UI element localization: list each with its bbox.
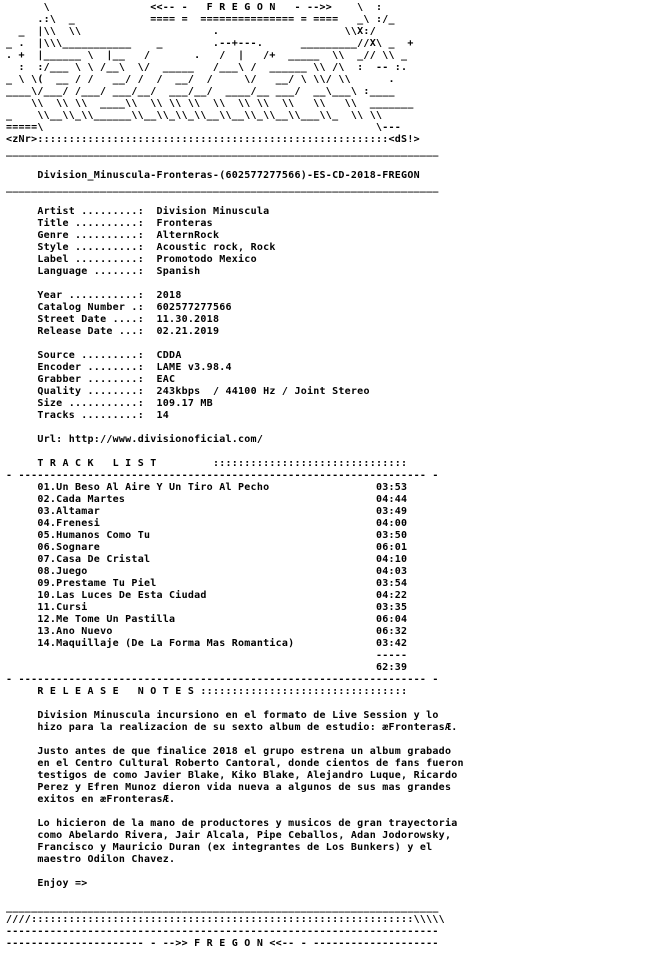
nfo-line	[6, 134, 420, 145]
info-key: Tracks .........:	[37, 410, 144, 421]
nfo-line	[6, 782, 451, 793]
info-key: Release Date ...:	[37, 326, 144, 337]
notes-line: Enjoy =>	[37, 878, 88, 889]
nfo-line	[6, 554, 407, 565]
info-key: Style ..........:	[37, 242, 144, 253]
nfo-line: _____________________________________________________________________	[6, 902, 439, 913]
nfo-line	[6, 518, 407, 529]
nfo-line: _____________________________________________________________________	[6, 146, 439, 157]
nfo-line	[6, 794, 175, 805]
nfo-line: ---------------------- - -->> F R E G O N <<-- - --------------------	[6, 938, 439, 949]
nfo-line: T R A C K L I S T :::::::::::::::::::::::::::::::	[37, 458, 408, 469]
nfo-line	[6, 266, 200, 277]
info-key: Year ...........:	[37, 290, 144, 301]
nfo-line	[6, 218, 213, 229]
nfo-line: - ----------------------------------------------------------------- -	[6, 470, 439, 481]
track-title: 10.Las Luces De Esta Ciudad	[37, 590, 376, 601]
info-value: 109.17 MB	[156, 398, 213, 409]
info-key: Encoder ........:	[37, 362, 144, 373]
track-title: 11.Cursi	[37, 602, 376, 613]
banner-art-line: \\ \\ \\ ____\\ \\ \\ \\ \\ \\ \\ \\ \\ \\ _______	[6, 98, 414, 109]
nfo-line	[6, 242, 276, 253]
nfo-line	[6, 38, 414, 49]
info-key: Label ..........:	[37, 254, 144, 265]
track-title: 14.Maquillaje (De La Forma Mas Romantica)	[37, 638, 376, 649]
banner-art-line: _ |\\ \\ . \\X:/	[6, 26, 395, 37]
banner-art-line: _ \ \( __ / / __/ / / __/ / \/ __/ \ \\/ \\ .	[6, 74, 408, 85]
nfo-line	[6, 302, 232, 313]
nfo-line	[6, 254, 257, 265]
nfo-line: ---------------------------------------------------------------------	[6, 926, 439, 937]
nfo-line	[6, 434, 263, 445]
nfo-line	[6, 2, 395, 13]
track-title: 08.Juego	[37, 566, 376, 577]
info-value: Promotodo Mexico	[156, 254, 257, 265]
notes-line: hizo para la realizacion de su sexto album de estudio: æFronterasÆ.	[37, 722, 458, 733]
info-value: 02.21.2019	[156, 326, 220, 337]
track-title: 01.Un Beso Al Aire Y Un Tiro Al Pecho	[37, 482, 376, 493]
track-time: 06:04	[375, 614, 408, 625]
info-value: 2018	[156, 290, 182, 301]
nfo-line	[6, 566, 407, 577]
nfo-line	[6, 818, 457, 829]
track-time: 04:44	[375, 494, 408, 505]
info-value: 14	[156, 410, 170, 421]
nfo-line: ////:::::::::::::::::::::::::::::::::::::::::::::::::::::::::::::\\\\\	[6, 914, 445, 925]
track-title: 07.Casa De Cristal	[37, 554, 376, 565]
nfo-line	[6, 542, 407, 553]
nfo-line	[6, 86, 407, 97]
nfo-line	[6, 662, 407, 673]
track-time: 03:54	[375, 578, 408, 589]
info-key: Size ...........:	[37, 398, 144, 409]
notes-line: en el Centro Cultural Roberto Cantoral, donde cientos de fans fueron	[37, 758, 464, 769]
footer-signature: - -->> F R E G O N <<-- -	[150, 938, 307, 949]
notes-line: exitos en æFronterasÆ.	[37, 794, 176, 805]
info-value: LAME v3.98.4	[156, 362, 232, 373]
info-key: Language .......:	[37, 266, 144, 277]
nfo-line	[6, 62, 414, 73]
notes-line: Lo hicieron de la mano de productores y musicos de gran trayectoria	[37, 818, 458, 829]
banner-art-line: _ . |\\\___________ _ .--+---. _________//X\ _ +	[6, 38, 414, 49]
track-time: 04:00	[375, 518, 408, 529]
nfo-line	[6, 482, 407, 493]
info-key: Artist .........:	[37, 206, 144, 217]
notes-line: Justo antes de que finalice 2018 el grupo estrena un album grabado	[37, 746, 452, 757]
nfo-line	[6, 98, 414, 109]
nfo-line	[6, 74, 407, 85]
nfo-line	[6, 530, 407, 541]
info-key: Catalog Number .:	[37, 302, 144, 313]
nfo-line	[6, 314, 219, 325]
track-title: 03.Altamar	[37, 506, 376, 517]
banner-border: <zNr>::::::::::::::::::::::::::::::::::::::::::::::::::::::::<dS!>	[6, 134, 420, 145]
track-title: 06.Sognare	[37, 542, 376, 553]
banner-art-line: . + |______ \ |__ / . / | /+ _____ \\ _// \\ _	[6, 50, 414, 61]
notes-line: maestro Odilon Chavez.	[37, 854, 176, 865]
track-title: 09.Prestame Tu Piel	[37, 578, 376, 589]
banner-art-line: =====\ \---	[6, 122, 402, 133]
nfo-line	[6, 746, 451, 757]
nfo-line	[6, 206, 269, 217]
info-value: EAC	[156, 374, 176, 385]
info-value: Spanish	[156, 266, 201, 277]
banner-art-line: ____\/___/ /___/ ___/__/ ___/__/ ____/__ ___/ __\___\ :____	[6, 86, 408, 97]
nfo-line	[6, 614, 407, 625]
info-value: 602577277566	[156, 302, 232, 313]
nfo-line	[6, 878, 88, 889]
nfo-line: R E L E A S E N O T E S :::::::::::::::::::::::::::::::::	[37, 686, 408, 697]
track-time: 04:22	[375, 590, 408, 601]
info-key: Street Date ....:	[37, 314, 144, 325]
nfo-line	[6, 110, 414, 121]
nfo-line	[6, 374, 175, 385]
track-title: 12.Me Tome Un Pastilla	[37, 614, 376, 625]
nfo-line	[6, 842, 432, 853]
nfo-line	[6, 386, 370, 397]
nfo-line	[6, 722, 457, 733]
info-value: 243kbps / 44100 Hz / Joint Stereo	[156, 386, 370, 397]
nfo-line	[6, 638, 407, 649]
banner-art-line: \ <<-- - F R E G O N - -->> \ :	[6, 2, 395, 13]
nfo-line	[6, 230, 219, 241]
nfo-line	[6, 50, 414, 61]
notes-line: Division Minuscula incursiono en el formato de Live Session y lo	[37, 710, 439, 721]
banner-art-line: _ \\__\\_\\______\\__\\_\\_\\__\\__\\_\\__\\___\\_ \\ \\	[6, 110, 414, 121]
nfo-line	[6, 350, 182, 361]
track-time: 04:03	[375, 566, 408, 577]
info-key: Source .........:	[37, 350, 144, 361]
track-time: 03:50	[375, 530, 408, 541]
notes-line: como Abelardo Rivera, Jair Alcala, Pipe Ceballos, Adan Jodorowsky,	[37, 830, 452, 841]
info-key: Title ..........:	[37, 218, 144, 229]
total-rule: -----	[375, 650, 408, 661]
track-title: 04.Frenesi	[37, 518, 376, 529]
url-line[interactable]: Url: http://www.divisionoficial.com/	[37, 434, 264, 445]
nfo-line	[6, 602, 407, 613]
nfo-line	[6, 590, 407, 601]
nfo-line	[6, 758, 464, 769]
banner-art-line: : :/___ \ \ /__\ \/ _____ /___\ / ______ \\ /\ : -- :.	[6, 62, 414, 73]
info-value: CDDA	[156, 350, 182, 361]
track-title: 13.Ano Nuevo	[37, 626, 376, 637]
tracklist-heading: T R A C K L I S T	[37, 458, 157, 469]
info-key: Genre ..........:	[37, 230, 144, 241]
track-title: 05.Humanos Como Tu	[37, 530, 376, 541]
total-time: 62:39	[375, 662, 408, 673]
nfo-line	[6, 770, 457, 781]
nfo-line	[6, 710, 439, 721]
info-value: 11.30.2018	[156, 314, 220, 325]
nfo-line	[6, 410, 169, 421]
info-value: Division Minuscula	[156, 206, 270, 217]
track-time: 03:35	[375, 602, 408, 613]
notes-line: Perez y Efren Munoz dieron vida nueva a algunos de sus mas grandes	[37, 782, 452, 793]
track-time: 04:10	[375, 554, 408, 565]
nfo-line	[6, 854, 175, 865]
nfo-line: _____________________________________________________________________	[6, 182, 439, 193]
info-key: Quality ........:	[37, 386, 144, 397]
nfo-line	[6, 626, 407, 637]
nfo-line	[6, 494, 407, 505]
info-value: Acoustic rock, Rock	[156, 242, 276, 253]
banner-art-line: .:\ _ ==== = =============== = ==== _\ :/_	[6, 14, 402, 25]
track-time: 03:53	[375, 482, 408, 493]
track-time: 03:42	[375, 638, 408, 649]
nfo-line	[6, 326, 219, 337]
track-time: 06:01	[375, 542, 408, 553]
info-key: Grabber ........:	[37, 374, 144, 385]
track-title: 02.Cada Martes	[37, 494, 376, 505]
nfo-line	[6, 362, 232, 373]
nfo-line	[6, 398, 213, 409]
nfo-line	[6, 290, 182, 301]
nfo-line	[6, 578, 407, 589]
release-notes-heading: R E L E A S E N O T E S	[37, 686, 195, 697]
nfo-line	[6, 122, 401, 133]
nfo-line	[6, 26, 395, 37]
notes-line: testigos de como Javier Blake, Kiko Blake, Alejandro Luque, Ricardo	[37, 770, 458, 781]
nfo-line: - ----------------------------------------------------------------- -	[6, 674, 439, 685]
notes-line: Francisco y Mauricio Duran (ex integrantes de Los Bunkers) y el	[37, 842, 433, 853]
nfo-line	[6, 170, 420, 181]
info-value: AlternRock	[156, 230, 220, 241]
nfo-line	[6, 506, 407, 517]
track-time: 06:32	[375, 626, 408, 637]
nfo-line	[6, 14, 401, 25]
release-name: Division_Minuscula-Fronteras-(602577277566)-ES-CD-2018-FREGON	[37, 170, 420, 181]
track-time: 03:49	[375, 506, 408, 517]
info-value: Fronteras	[156, 218, 213, 229]
nfo-line	[6, 650, 407, 661]
nfo-line	[6, 830, 451, 841]
